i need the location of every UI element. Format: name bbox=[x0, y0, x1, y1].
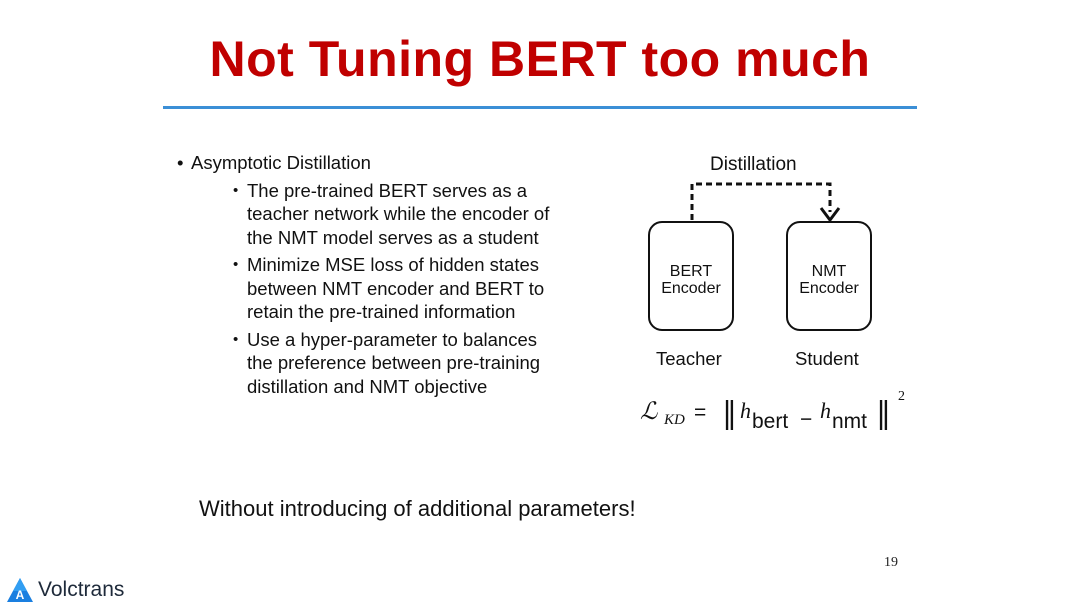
minus-sign: − bbox=[800, 408, 813, 431]
title-divider bbox=[163, 106, 917, 109]
sub-bullet-hyper-parameter: • Use a hyper-parameter to balances the preference between pre-training distillation and NMT objective bbox=[233, 328, 557, 399]
loss-symbol: ℒ bbox=[640, 397, 658, 425]
nmt-encoder-line1: NMT bbox=[811, 263, 847, 280]
volctrans-logo-icon bbox=[6, 577, 34, 603]
distillation-arrow bbox=[680, 176, 850, 226]
loss-subscript: KD bbox=[664, 412, 685, 428]
sub-bullet-mse-loss: • Minimize MSE loss of hidden states between NMT encoder and BERT to retain the pre-trained information bbox=[233, 253, 557, 324]
logo-text: Volctrans bbox=[38, 578, 125, 601]
h-symbol-nmt: h bbox=[820, 398, 831, 423]
exponent: 2 bbox=[898, 389, 905, 404]
footnote: Without introducing of additional parameters! bbox=[199, 496, 636, 521]
nmt-encoder-line2: Encoder bbox=[799, 280, 859, 297]
h-symbol-bert: h bbox=[740, 398, 751, 423]
slide-title: Not Tuning BERT too much bbox=[209, 31, 871, 87]
norm-right: ‖ bbox=[876, 396, 888, 431]
page-number: 19 bbox=[884, 555, 898, 570]
bullet-asymptotic-distillation: • Asymptotic Distillation bbox=[177, 151, 557, 175]
norm-left: ‖ bbox=[722, 396, 734, 431]
bullet-list bbox=[177, 151, 557, 402]
bert-encoder-line2: Encoder bbox=[661, 280, 721, 297]
bert-encoder-box bbox=[648, 221, 734, 331]
logo-letter: A bbox=[15, 588, 25, 602]
volctrans-logo bbox=[6, 577, 124, 603]
sub-bullet-teacher-student: • The pre-trained BERT serves as a teacher network while the encoder of the NMT model serves as a student bbox=[233, 179, 557, 250]
student-label: Student bbox=[795, 348, 859, 369]
kd-loss-formula bbox=[636, 389, 926, 445]
equals-sign: = bbox=[694, 401, 707, 424]
bert-subscript: bert bbox=[752, 410, 789, 433]
nmt-subscript: nmt bbox=[832, 410, 868, 433]
sub-bullet-list bbox=[233, 179, 557, 399]
teacher-label: Teacher bbox=[656, 348, 722, 369]
bert-encoder-line1: BERT bbox=[669, 263, 713, 280]
nmt-encoder-box bbox=[786, 221, 872, 331]
distillation-label: Distillation bbox=[710, 154, 797, 175]
